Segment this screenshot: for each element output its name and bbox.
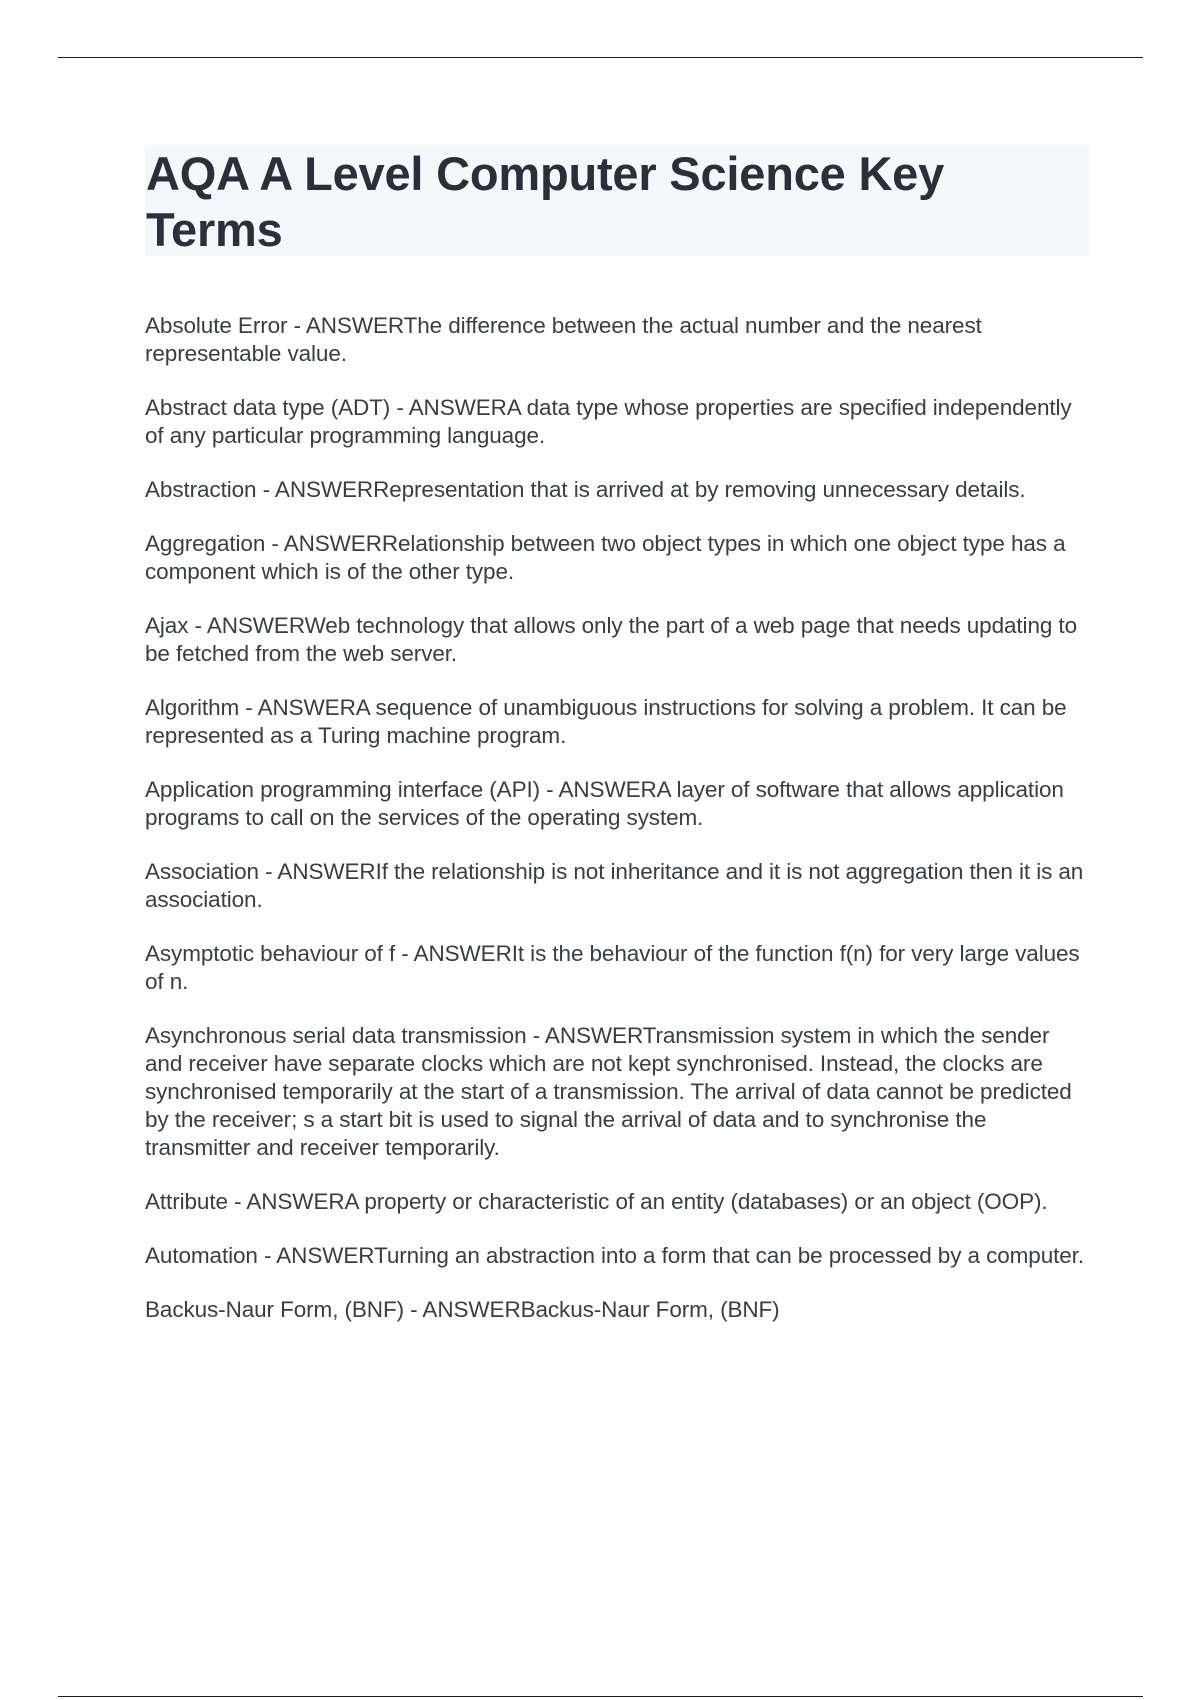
list-item: Algorithm - ANSWERA sequence of unambiguous instructions for solving a problem. It can be represented as a Turing machine program. xyxy=(145,695,1067,748)
title-block xyxy=(145,146,1089,256)
list-item: Abstract data type (ADT) - ANSWERA data type whose properties are specified independently of any particular programming language. xyxy=(145,395,1072,448)
list-item: Backus-Naur Form, (BNF) - ANSWERBackus-Naur Form, (BNF) xyxy=(145,1297,780,1322)
list-item: Automation - ANSWERTurning an abstraction into a form that can be processed by a computer. xyxy=(145,1243,1084,1268)
list-item: Application programming interface (API) - ANSWERA layer of software that allows application programs to call on the services of the operating system. xyxy=(145,777,1064,830)
list-item: Abstraction - ANSWERRepresentation that is arrived at by removing unnecessary details. xyxy=(145,477,1026,502)
page-title: AQA A Level Computer Science Key Terms xyxy=(146,147,945,256)
list-item: Aggregation - ANSWERRelationship between two object types in which one object type has a component which is of the other type. xyxy=(145,531,1066,584)
list-item: Attribute - ANSWERA property or characteristic of an entity (databases) or an object (OOP). xyxy=(145,1189,1048,1214)
list-item: Association - ANSWERIf the relationship is not inheritance and it is not aggregation then it is an association. xyxy=(145,859,1084,912)
list-item: Asymptotic behaviour of f - ANSWERIt is the behaviour of the function f(n) for very large values of n. xyxy=(145,941,1080,994)
bottom-divider xyxy=(58,1696,1143,1697)
list-item: Absolute Error - ANSWERThe difference between the actual number and the nearest representable value. xyxy=(145,313,982,366)
key-terms-list xyxy=(145,312,1090,1350)
list-item: Ajax - ANSWERWeb technology that allows only the part of a web page that needs updating to be fetched from the web server. xyxy=(145,613,1077,666)
top-divider xyxy=(58,57,1143,58)
list-item: Asynchronous serial data transmission - ANSWERTransmission system in which the sender and receiver have separate clocks which are not kept synchronised. Instead, the clocks are synchronised temporarily at the start of a transmission. The arrival of data cannot be predicted by the receiver; s a start bit is used to signal the arrival of data and to synchronise the transmitter and receiver temporarily. xyxy=(145,1023,1072,1160)
